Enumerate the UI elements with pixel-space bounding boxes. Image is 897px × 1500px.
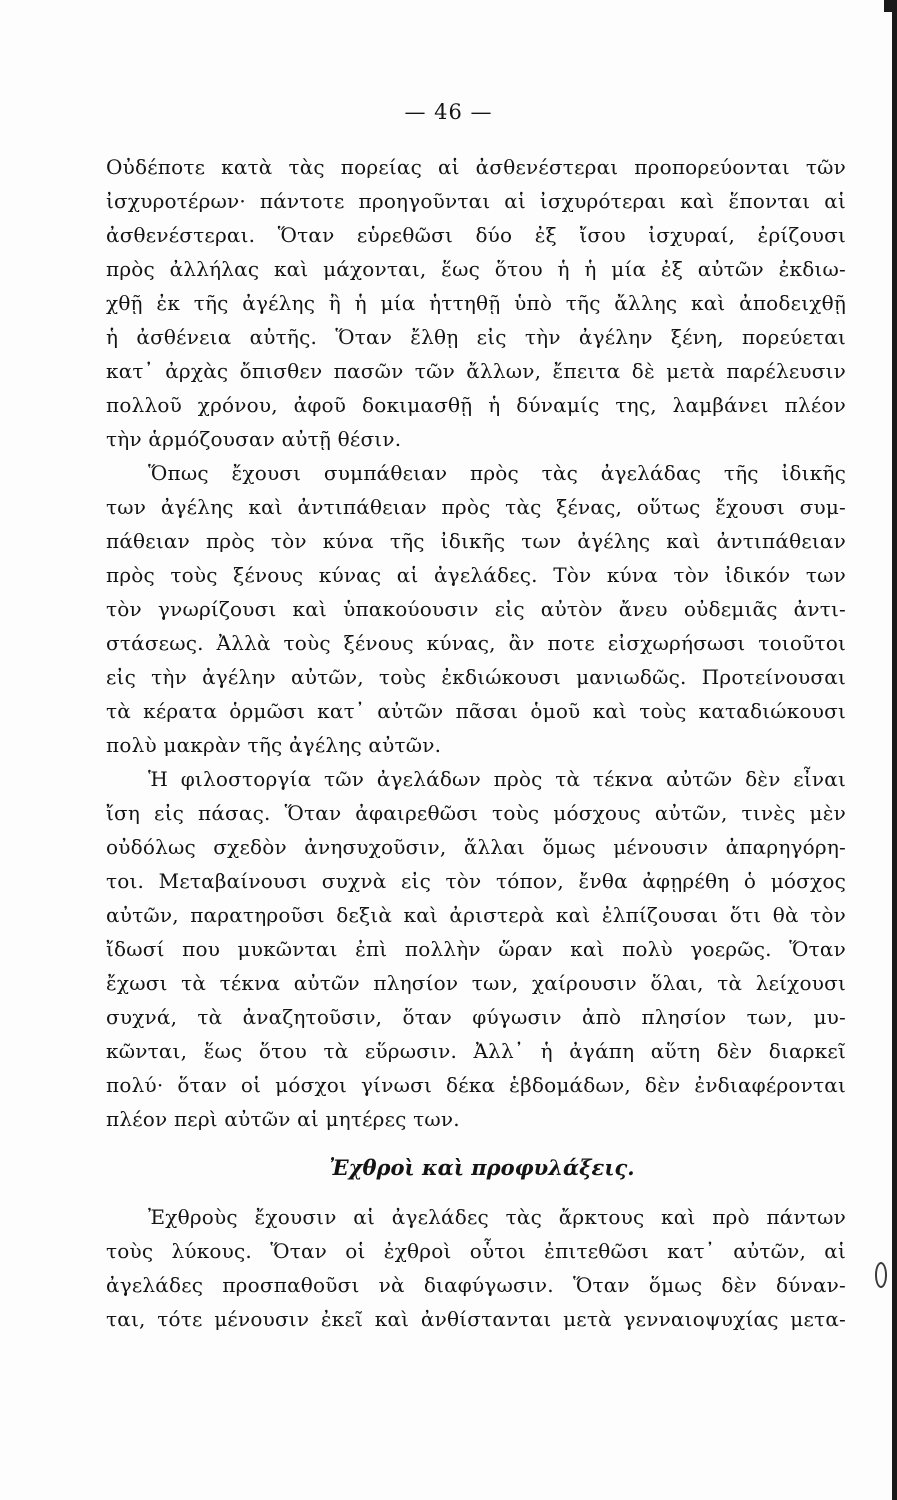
text-line: ἔχωσι τὰ τέκνα αὐτῶν πλησίον των, χαίρουσιν ὅλαι, τὰ λείχουσι <box>106 971 846 995</box>
text-line: πλέον περὶ αὐτῶν αἱ μητέρες των. <box>106 1107 460 1131</box>
text-line: ἴδωσί που μυκῶνται ἐπὶ πολλὴν ὥραν καὶ πολὺ γοερῶς. Ὅταν <box>106 937 846 961</box>
text-line: τὰ κέρατα ὁρμῶσι κατ᾽ αὐτῶν πᾶσαι ὁμοῦ καὶ τοὺς καταδιώκουσι <box>106 699 846 723</box>
paragraph <box>106 1200 846 1336</box>
text-line: πρὸς ἀλλήλας καὶ μάχονται, ἕως ὅτου ἡ ἡ μία ἐξ αὐτῶν ἐκδιω- <box>106 257 846 281</box>
text-line: τοὺς λύκους. Ὅταν οἱ ἐχθροὶ οὗτοι ἐπιτεθῶσι κατ᾽ αὐτῶν, αἱ <box>106 1239 846 1263</box>
text-line: πολύ· ὅταν οἱ μόσχοι γίνωσι δέκα ἑβδομάδων, δὲν ἐνδιαφέρονται <box>106 1073 846 1097</box>
text-line: ται, τότε μένουσιν ἐκεῖ καὶ ἀνθίστανται μετὰ γενναιοψυχίας μετα- <box>106 1307 846 1331</box>
text-line: Ἐχθροὺς ἔχουσιν αἱ ἀγελάδες τὰς ἄρκτους καὶ πρὸ πάντων <box>148 1205 846 1229</box>
text-line: τοι. Μεταβαίνουσι συχνὰ εἰς τὸν τόπον, ἔνθα ἀφῃρέθη ὁ μόσχος <box>106 869 846 893</box>
text-line: χθῇ ἐκ τῆς ἀγέλης ἢ ἡ μία ἡττηθῇ ὑπὸ τῆς ἄλλης καὶ ἀποδειχθῇ <box>106 291 846 315</box>
text-line: ἀσθενέστεραι. Ὅταν εὑρεθῶσι δύο ἐξ ἴσου ἰσχυραί, ἐρίζουσι <box>106 223 846 247</box>
paragraph <box>106 762 846 1136</box>
text-line: κατ᾽ ἀρχὰς ὄπισθεν πασῶν τῶν ἄλλων, ἔπειτα δὲ μετὰ παρέλευσιν <box>106 359 846 383</box>
paragraph <box>106 150 846 456</box>
text-line: τὴν ἁρμόζουσαν αὐτῇ θέσιν. <box>106 427 402 451</box>
page-number: — 46 — <box>404 100 493 124</box>
scan-corner-mark <box>884 0 897 12</box>
ink-blot <box>875 1262 887 1288</box>
text-line: συχνά, τὰ ἀναζητοῦσιν, ὅταν φύγωσιν ἀπὸ πλησίον των, μυ- <box>106 1005 846 1029</box>
text-line: στάσεως. Ἀλλὰ τοὺς ξένους κύνας, ἂν ποτε εἰσχωρήσωσι τοιοῦτοι <box>106 631 846 655</box>
text-line: εἰς τὴν ἀγέλην αὐτῶν, τοὺς ἐκδιώκουσι μανιωδῶς. Προτείνουσαι <box>106 665 846 689</box>
text-line: Ἡ φιλοστοργία τῶν ἀγελάδων πρὸς τὰ τέκνα αὐτῶν δὲν εἶναι <box>148 767 846 791</box>
paragraph <box>106 456 846 762</box>
text-line: πρὸς τοὺς ξένους κύνας αἱ ἀγελάδες. Τὸν κύνα τὸν ἰδικόν των <box>106 563 846 587</box>
text-line: ἴση εἰς πάσας. Ὅταν ἀφαιρεθῶσι τοὺς μόσχους αὐτῶν, τινὲς μὲν <box>106 801 846 825</box>
text-line: ἀγελάδες προσπαθοῦσι νὰ διαφύγωσιν. Ὅταν ὅμως δὲν δύναν- <box>106 1273 846 1297</box>
text-line: ἡ ἀσθένεια αὐτῆς. Ὅταν ἔλθῃ εἰς τὴν ἀγέλην ξένη, πορεύεται <box>106 325 846 349</box>
text-line: πολὺ μακρὰν τῆς ἀγέλης αὐτῶν. <box>106 733 442 757</box>
text-line: πολλοῦ χρόνου, ἀφοῦ δοκιμασθῇ ἡ δύναμίς της, λαμβάνει πλέον <box>106 393 846 417</box>
text-line: των ἀγέλης καὶ ἀντιπάθειαν πρὸς τὰς ξένας, οὕτως ἔχουσι συμ- <box>106 495 846 519</box>
scan-edge-shadow <box>892 0 897 1500</box>
text-line: ἰσχυροτέρων· πάντοτε προηγοῦνται αἱ ἰσχυρότεραι καὶ ἕπονται αἱ <box>106 189 846 213</box>
text-line: τὸν γνωρίζουσι καὶ ὑπακούουσιν εἰς αὐτὸν ἄνευ οὐδεμιᾶς ἀντι- <box>106 597 846 621</box>
section-heading: Ἐχθροὶ καὶ προφυλάξεις. <box>329 1155 635 1180</box>
text-line: αὐτῶν, παρατηροῦσι δεξιὰ καὶ ἀριστερὰ καὶ ἐλπίζουσαι ὅτι θὰ τὸν <box>106 903 846 927</box>
text-line: οὐδόλως σχεδὸν ἀνησυχοῦσιν, ἄλλαι ὅμως μένουσιν ἀπαρηγόρη- <box>106 835 846 859</box>
text-body <box>106 150 846 1336</box>
text-line: κῶνται, ἕως ὅτου τὰ εὕρωσιν. Ἀλλ᾽ ἡ ἀγάπη αὕτη δὲν διαρκεῖ <box>106 1039 846 1063</box>
text-line: Ὅπως ἔχουσι συμπάθειαν πρὸς τὰς ἀγελάδας τῆς ἰδικῆς <box>148 461 846 485</box>
text-line: Οὐδέποτε κατὰ τὰς πορείας αἱ ἀσθενέστεραι προπορεύονται τῶν <box>106 155 846 179</box>
text-line: πάθειαν πρὸς τὸν κύνα τῆς ἰδικῆς των ἀγέλης καὶ ἀντιπάθειαν <box>106 529 846 553</box>
